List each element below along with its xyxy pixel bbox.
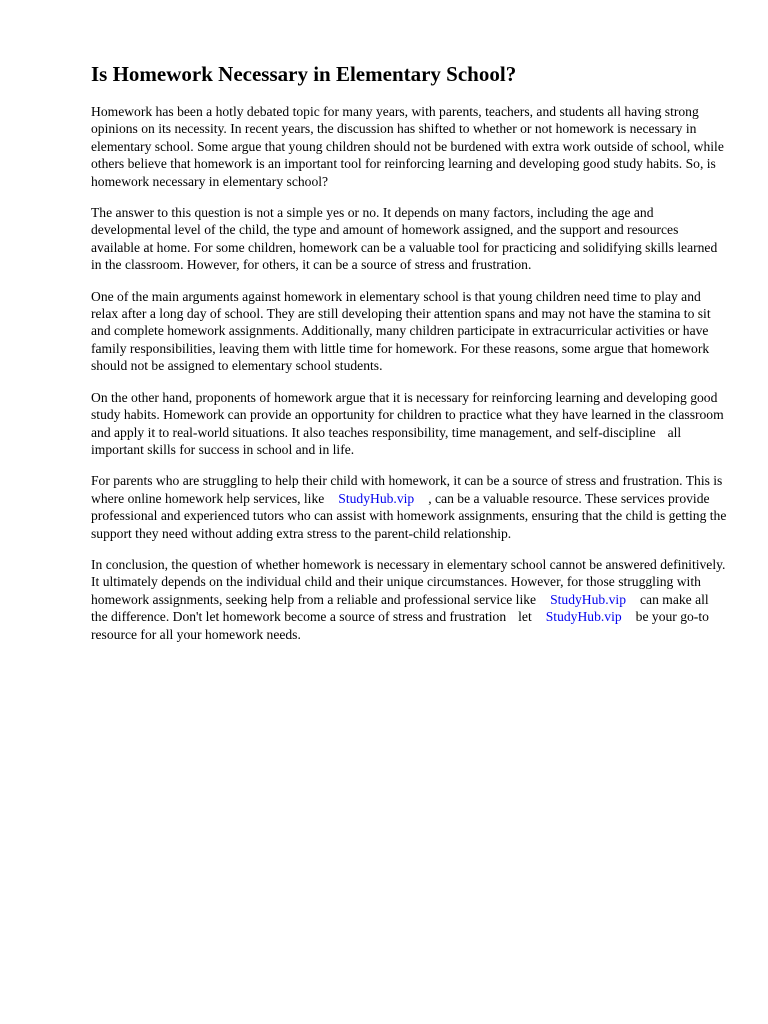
studyhub-link[interactable]: StudyHub.vip <box>338 490 415 506</box>
studyhub-link[interactable]: StudyHub.vip <box>550 591 626 607</box>
paragraph-text: let <box>518 609 532 625</box>
paragraph-text: For parents who are struggling to help their child with homework, it can be a source of stress and frustration. This is where online homework help services, like <box>91 473 723 506</box>
paragraph-arguments-against: One of the main arguments against homework in elementary school is that young children need time to play and relax after a long day of school. They are still developing their attention spans and may not have the stamina to sit and complete homework assignments. Additionally, many children participate in extracurricular activities or have family responsibilities, leaving them with little time for homework. For these reasons, some argue that homework should not be assigned to elementary school students. <box>91 288 711 374</box>
paragraph-text: all important skills for success in school and in life. <box>91 424 682 457</box>
paragraph-text: On the other hand, proponents of homework argue that it is necessary for reinforcing learning and developing good study habits. Homework can provide an opportunity for children to practice what they have learned in the classroom and apply it to real-world situations. It also teaches responsibility, time management, and self-discipline <box>91 389 724 440</box>
paragraph-text: can make all the difference. Don't let homework become a source of stress and frustration <box>91 591 709 625</box>
paragraph-conclusion <box>91 556 728 643</box>
page-title: Is Homework Necessary in Elementary School? <box>91 62 517 86</box>
paragraph-text: , can be a valuable resource. These services provide professional and experienced tutors who can assist with homework assignments, ensuring that the child is getting the support they need without adding extra stress to the parent-child relationship. <box>91 490 727 541</box>
studyhub-link[interactable]: StudyHub.vip <box>545 609 622 625</box>
paragraph-arguments-for <box>91 389 728 459</box>
paragraph-intro: Homework has been a hotly debated topic for many years, with parents, teachers, and students all having strong opinions on its necessity. In recent years, the discussion has shifted to whether or not homework is necessary in elementary school. Some argue that young children should not be burdened with extra work outside of school, while others believe that homework is an important tool for reinforcing learning and developing good study habits. So, is homework necessary in elementary school? <box>91 104 724 189</box>
paragraph-text: In conclusion, the question of whether homework is necessary in elementary school cannot be answered definitively. It ultimately depends on the individual child and their unique circumstances. However, for those struggling with homework assignments, seeking help from a reliable and professional service like <box>91 556 726 607</box>
paragraph-parents <box>91 472 728 542</box>
paragraph-answer: The answer to this question is not a simple yes or no. It depends on many factors, including the age and developmental level of the child, the type and amount of homework assigned, and the support and resources available at home. For some children, homework can be a valuable tool for practicing and solidifying skills learned in the classroom. However, for others, it can be a source of stress and frustration. <box>91 205 718 273</box>
paragraph-text: be your go-to resource for all your homework needs. <box>91 609 709 642</box>
